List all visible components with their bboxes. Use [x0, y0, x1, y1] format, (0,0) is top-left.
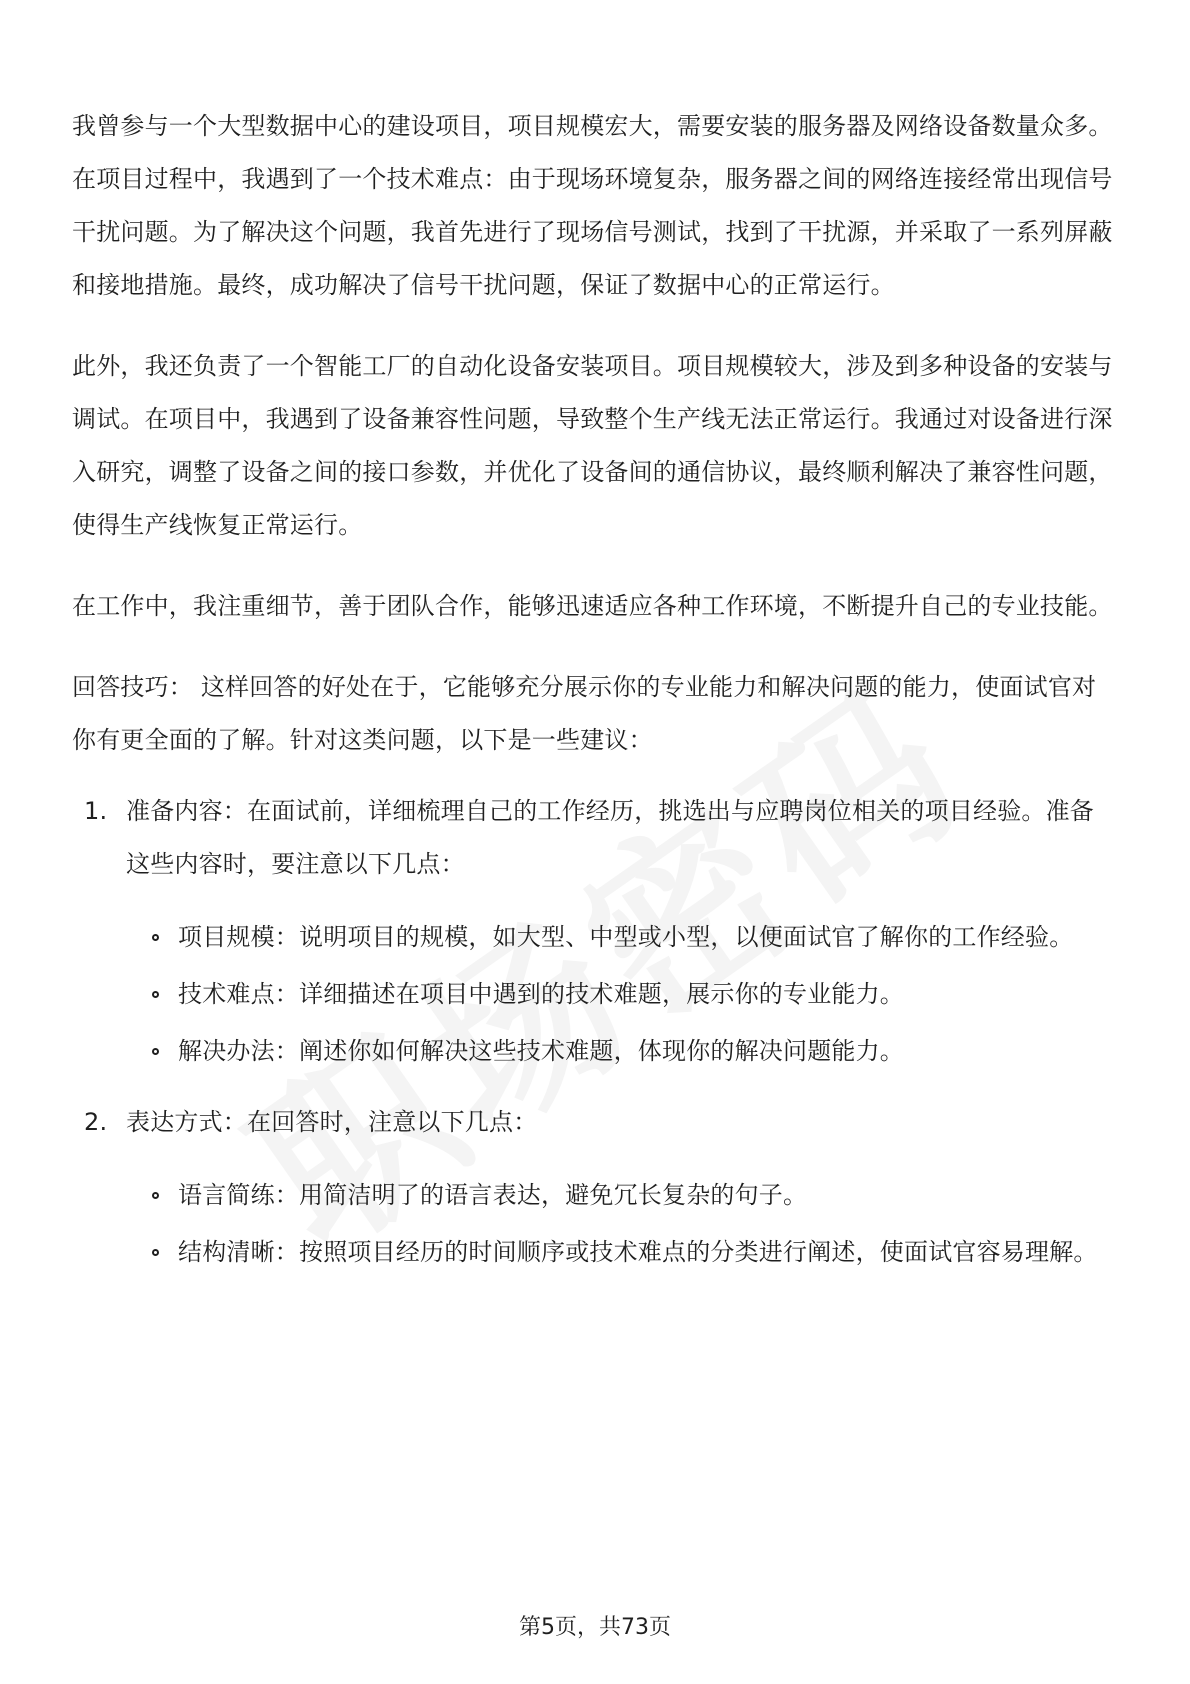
list-number: 1.: [84, 797, 108, 825]
sub-list-item-text: 解决办法：阐述你如何解决这些技术难题，体现你的解决问题能力。: [178, 1037, 904, 1065]
circle-bullet-icon: [152, 1249, 159, 1256]
paragraph-3: 在工作中，我注重细节，善于团队合作，能够迅速适应各种工作环境，不断提升自己的专业技能。: [72, 592, 1113, 620]
list-item: [72, 1096, 1118, 1279]
paragraph-2: 此外，我还负责了一个智能工厂的自动化设备安装项目。项目规模较大，涉及到多种设备的安装与调试。在项目中，我遇到了设备兼容性问题，导致整个生产线无法正常运行。我通过对设备进行深入研究，调整了设备之间的接口参数，并优化了设备间的通信协议，最终顺利解决了兼容性问题，使得生产线恢复正常运行。: [72, 352, 1113, 539]
sub-list-item-text: 结构清晰：按照项目经历的时间顺序或技术难点的分类进行阐述，使面试官容易理解。: [178, 1238, 1098, 1266]
sub-list: [126, 1169, 1118, 1279]
sub-list-item: [126, 1226, 1118, 1279]
sub-list-item-text: 技术难点：详细描述在项目中遇到的技术难题，展示你的专业能力。: [178, 980, 904, 1008]
sub-list-item: [126, 968, 1118, 1021]
list-item-text: 准备内容：在面试前，详细梳理自己的工作经历，挑选出与应聘岗位相关的项目经验。准备这些内容时，要注意以下几点：: [126, 797, 1094, 878]
circle-bullet-icon: [152, 991, 159, 998]
list-number: 2.: [84, 1108, 108, 1136]
advice-list: [72, 785, 1118, 1279]
paragraph-1: 我曾参与一个大型数据中心的建设项目，项目规模宏大，需要安装的服务器及网络设备数量众多。在项目过程中，我遇到了一个技术难点：由于现场环境复杂，服务器之间的网络连接经常出现信号干扰问题。为了解决这个问题，我首先进行了现场信号测试，找到了干扰源，并采取了一系列屏蔽和接地措施。最终，成功解决了信号干扰问题，保证了数据中心的正常运行。: [72, 112, 1113, 299]
page-number: 第5页，共73页: [519, 1615, 671, 1640]
list-item-text: 表达方式：在回答时，注意以下几点：: [126, 1108, 538, 1136]
circle-bullet-icon: [152, 1048, 159, 1055]
sub-list-item: [126, 1025, 1118, 1078]
answer-tips: 回答技巧： 这样回答的好处在于，它能够充分展示你的专业能力和解决问题的能力，使面试官对你有更全面的了解。针对这类问题，以下是一些建议：: [72, 673, 1097, 754]
document-body: [72, 100, 1118, 1297]
sub-list-item-text: 项目规模：说明项目的规模，如大型、中型或小型，以便面试官了解你的工作经验。: [178, 923, 1074, 951]
circle-bullet-icon: [152, 934, 159, 941]
list-item: [72, 785, 1118, 1078]
sub-list-item: [126, 1169, 1118, 1222]
sub-list-item: [126, 911, 1118, 964]
sub-list: [126, 911, 1118, 1078]
circle-bullet-icon: [152, 1192, 159, 1199]
sub-list-item-text: 语言简练：用简洁明了的语言表达，避免冗长复杂的句子。: [178, 1181, 808, 1209]
